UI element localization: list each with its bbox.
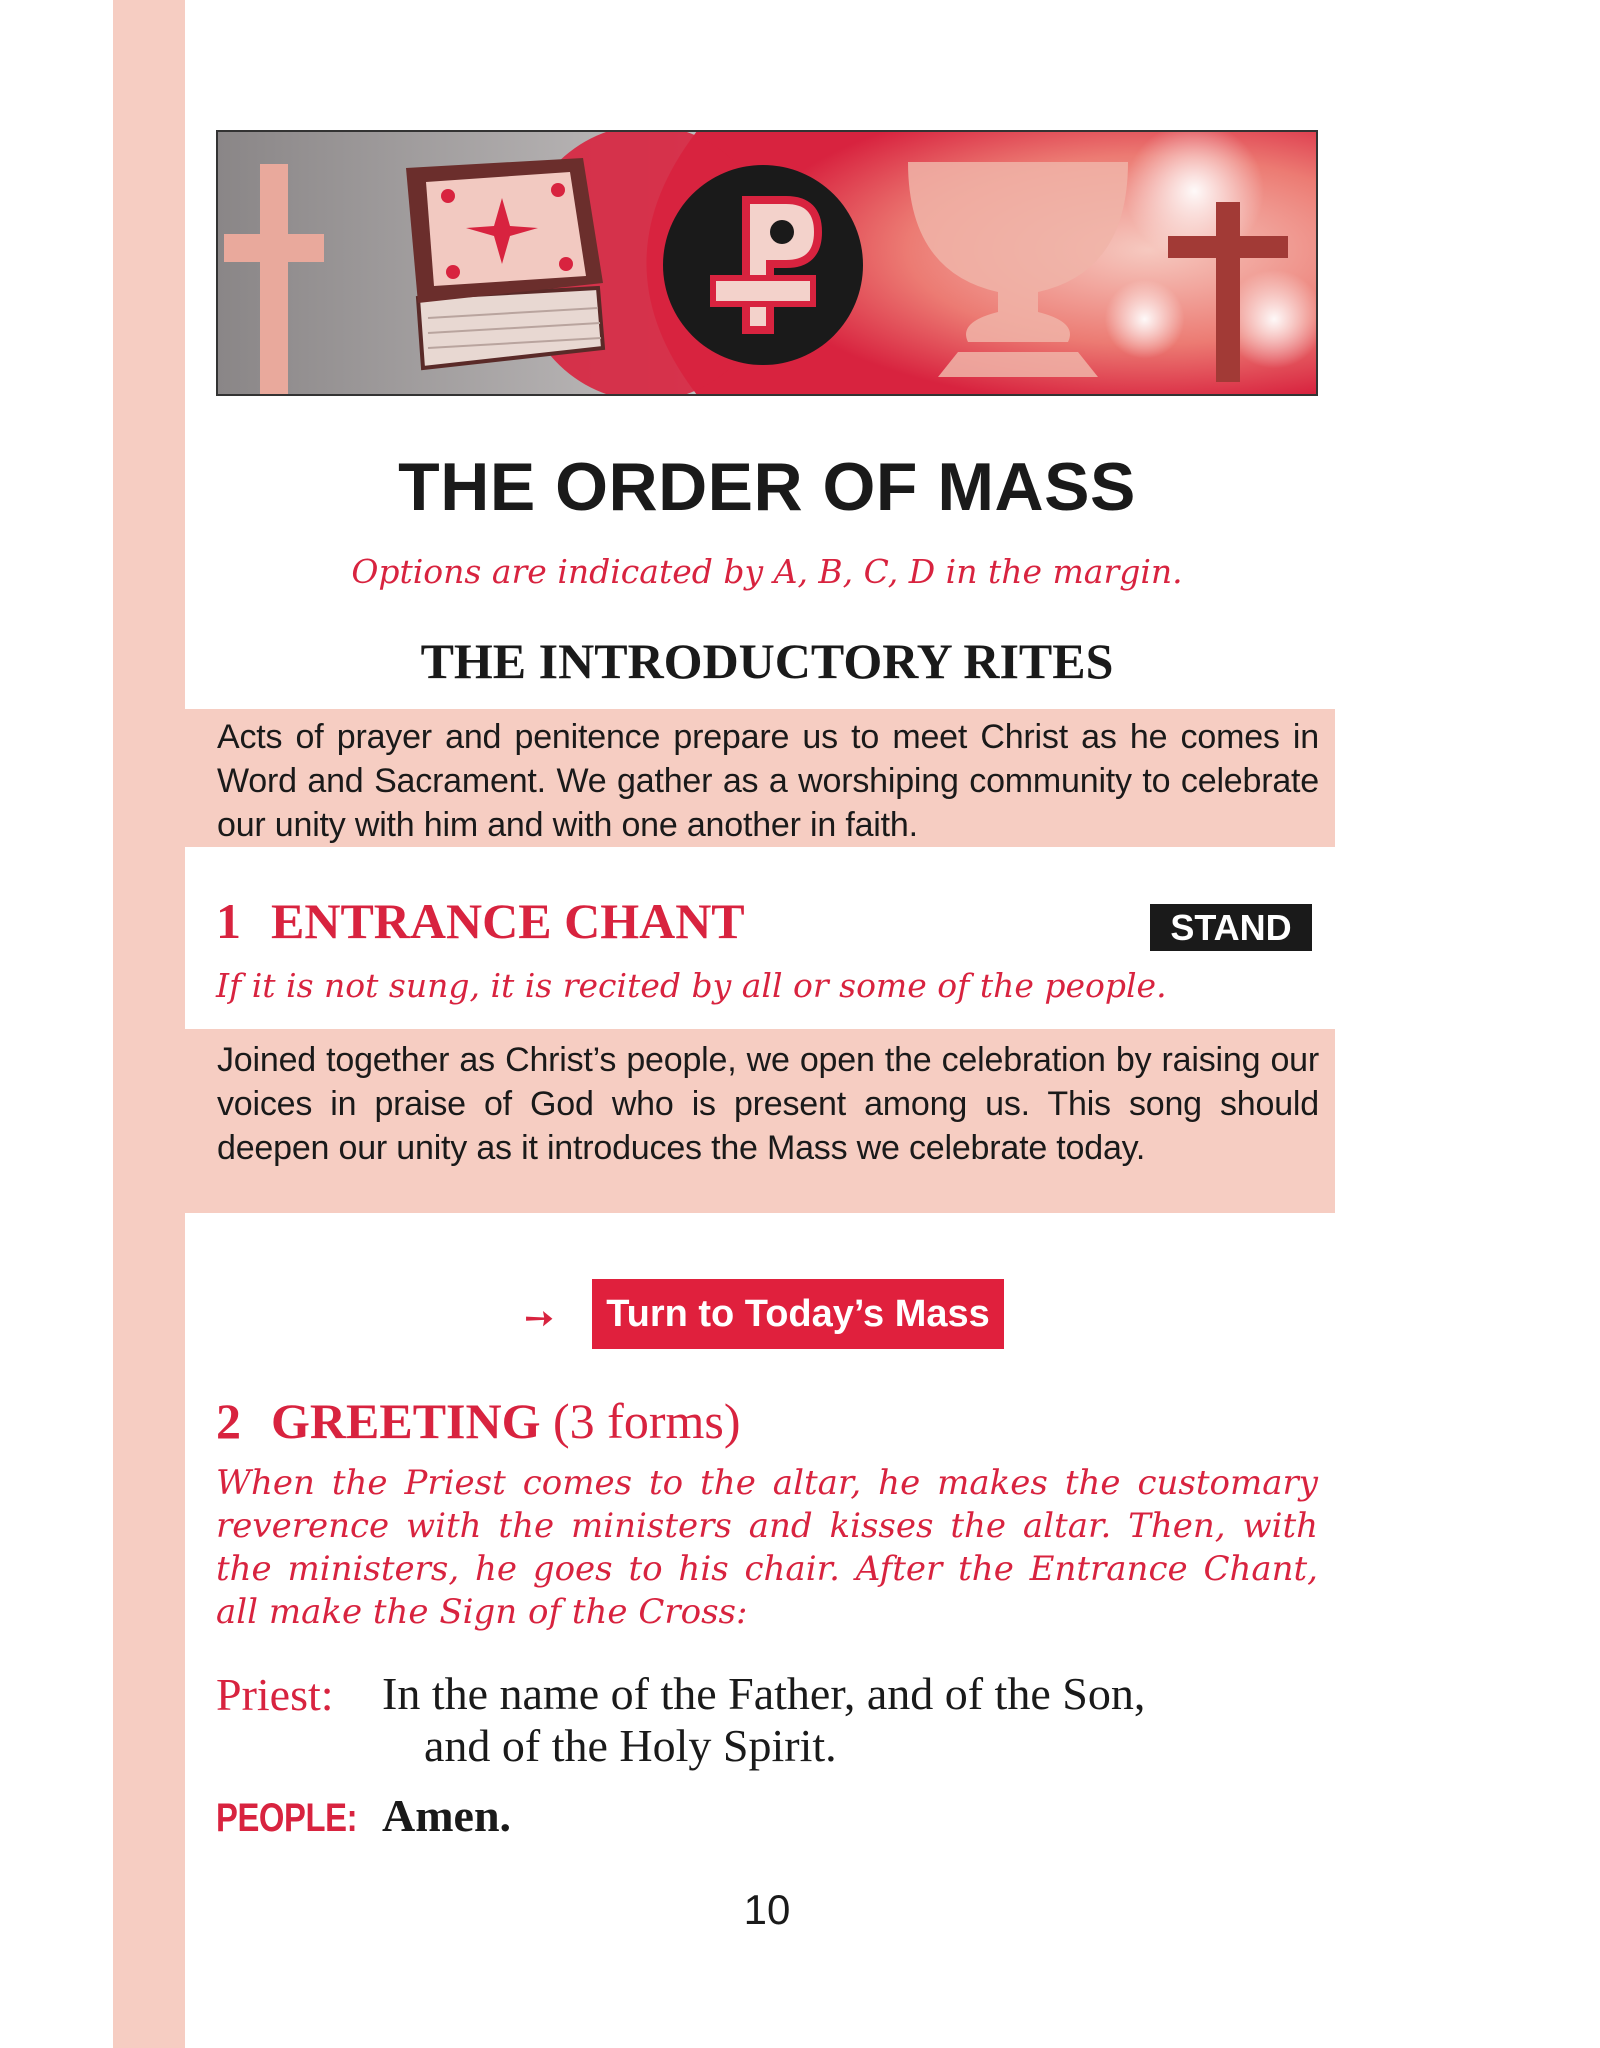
section-title: THE INTRODUCTORY RITES — [420, 633, 1114, 689]
priest-label: Priest: — [216, 1669, 334, 1720]
page-title: THE ORDER OF MASS — [398, 449, 1136, 525]
turn-to-todays-mass-button[interactable]: Turn to Today’s Mass — [592, 1279, 1004, 1349]
margin-strip — [113, 0, 185, 2048]
priest-text — [382, 1668, 1145, 1772]
entrance-commentary — [185, 1029, 1335, 1213]
arrow-right-icon: ➙ — [524, 1298, 555, 1339]
section-number: 2 — [216, 1393, 241, 1449]
entrance-rubric: If it is not sung, it is recited by all or some of the people. — [216, 966, 1167, 1005]
intro-text: Acts of prayer and penitence prepare us to meet Christ as he comes in Word and Sacrament. We gather as a worshiping community to celebrate our unity with him and with one another in faith. — [217, 718, 1319, 844]
options-note: Options are indicated by A, B, C, D in the margin. — [351, 552, 1183, 591]
cross-icon — [1168, 202, 1288, 382]
entrance-text: Joined together as Christ’s people, we open the celebration by raising our voices in praise of God who is present among us. This song should deepen our unity as it introduces the Mass we celebrate today. — [217, 1041, 1319, 1167]
cross-icon — [224, 164, 324, 396]
greeting-rubric: When the Priest comes to the altar, he makes the customary reverence with the ministers and kisses the altar. Then, with the ministers, he goes to his chair. After the Entrance Chant, all make the Sign of the Cross: — [216, 1463, 1318, 1632]
posture-badge: STAND — [1150, 904, 1312, 951]
intro-commentary — [185, 709, 1335, 847]
chalice-icon — [898, 162, 1138, 382]
section-suffix: (3 forms) — [553, 1393, 741, 1449]
section-number: 1 — [216, 893, 241, 949]
book-icon — [398, 158, 608, 378]
priest-line-2: and of the Holy Spirit. — [424, 1720, 837, 1771]
liturgical-banner — [216, 130, 1318, 396]
people-label: PEOPLE: — [216, 1796, 358, 1840]
section-title-text: ENTRANCE CHANT — [271, 893, 745, 949]
priest-line-1: In the name of the Father, and of the Son, — [382, 1668, 1146, 1719]
page-number: 10 — [743, 1886, 791, 1933]
people-response: Amen. — [382, 1790, 512, 1841]
entrance-chant-heading — [216, 892, 745, 950]
greeting-heading — [216, 1392, 740, 1450]
section-title-text: GREETING — [271, 1393, 541, 1449]
chi-rho-icon — [658, 160, 868, 370]
